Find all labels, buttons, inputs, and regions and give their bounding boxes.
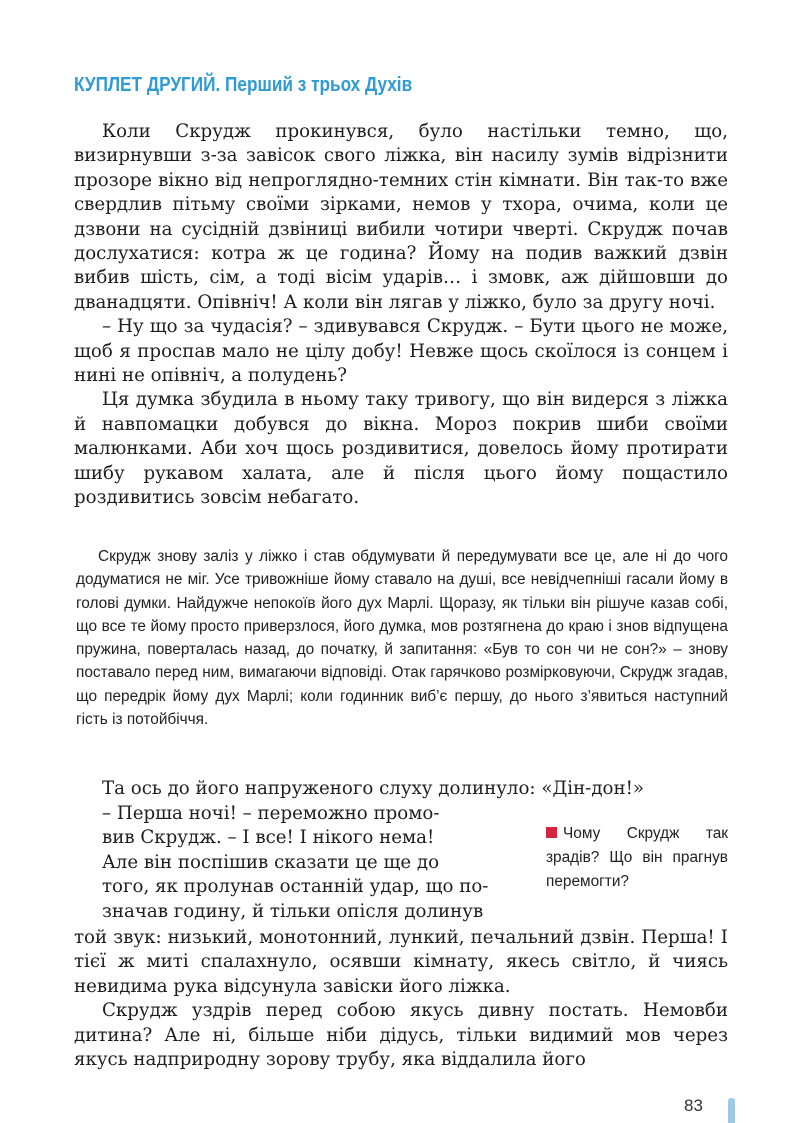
paragraph: Коли Скрудж прокинувся, було настільки темно, що, визирнувши з-за завісок свого ліжка, він насилу зумів відрізнити прозоре вікно від непроглядно-темних стін кімнати. Він так-то вже свердлив пітьму своїми зірками, немов у тхора, очима, коли це дзвони на сусідній дзвіниці вибили чотири чверті. Скрудж почав дослухатися: котра ж це година? Йому на подив важкий дзвін вибив шість, сім, а тоді вісім ударів… і змовк, аж дійшовши до дванадцяти. Опівніч! А коли він лягав у ліжко, було за другу ночі. bbox=[74, 121, 728, 313]
main-text-final bbox=[74, 926, 728, 1072]
paragraph: той звук: низький, монотонний, лункий, печальний дзвін. Перша! І тієї ж миті спалахнуло, осявши кімнату, якесь світло, й чиясь невидима рука відсунула завіски його ліжка. bbox=[74, 927, 728, 997]
red-square-icon bbox=[546, 827, 557, 838]
page-number: 83 bbox=[684, 1096, 703, 1115]
text-line: Але він поспішив сказати це ще до bbox=[102, 851, 440, 873]
small-print-passage bbox=[76, 545, 728, 731]
chapter-heading: КУПЛЕТ ДРУГИЙ. Перший з трьох Духів bbox=[74, 74, 413, 96]
paragraph: Та ось до його напруженого слуху долинуло: «Дін-дон!» bbox=[102, 778, 645, 799]
text-line: того, як пролунав останній удар, що по- bbox=[102, 876, 489, 898]
text-line: вив Скрудж. – І все! І нікого нема! bbox=[102, 827, 435, 849]
paragraph: Ця думка збудила в ньому таку тривогу, що він видерся з ліжка й навпомацки добувся до вікна. Мороз покрив шиби своїми малюнками. Аби хоч щось роздивитися, довелось йому протирати шибу рукавом халата, але й після цього йому пощастило роздивитись зовсім небагато. bbox=[74, 389, 728, 509]
paragraph: Скрудж уздрів перед собою якусь дивну постать. Немовби дитина? Але ні, більше ніби дідусь, тільки видимий мов через якусь надприродну зорову трубу, яка віддалила його bbox=[74, 1000, 728, 1071]
text-line: значав годину, й тільки опісля долинув bbox=[102, 900, 484, 922]
page-edge-marker bbox=[728, 1098, 735, 1123]
paragraph: – Ну що за чудасія? – здивувався Скрудж. – Бути цього не може, щоб я проспав мало не цілу добу! Невже щось скоїлося із сонцем і нині не опівніч, а полудень? bbox=[74, 316, 728, 387]
text-line: – Перша ночі! – переможно промо- bbox=[102, 803, 440, 824]
question-text: Чому Скрудж так зрадів? Що він прагнув перемогти? bbox=[546, 825, 728, 890]
paragraph: Скрудж знову заліз у ліжко і став обдумувати й передумувати все це, але ні до чого додуматися не міг. Усе тривожніше йому ставало на душі, все невідчепніші гасали йому в голові думки. Найдужче непокоїв його дух Марлі. Щоразу, як тільки він рішуче казав собі, що все те йому просто приверзлося, його думка, мов розтягнена до краю і знов відпущена пружина, поверталась назад, до початку, й запитання: «Був то сон чи не сон?» – знову поставало перед ним, вимагаючи відповіді. Отак гарячково розмірковуючи, Скрудж згадав, що передрік йому дух Марлі; коли годинник виб’є першу, до нього з’явиться наступний гість із потойбіччя. bbox=[76, 548, 728, 729]
main-text-continued bbox=[74, 777, 728, 801]
text-beside-note bbox=[74, 802, 504, 924]
main-text bbox=[74, 120, 728, 511]
question-sidenote bbox=[546, 822, 728, 894]
